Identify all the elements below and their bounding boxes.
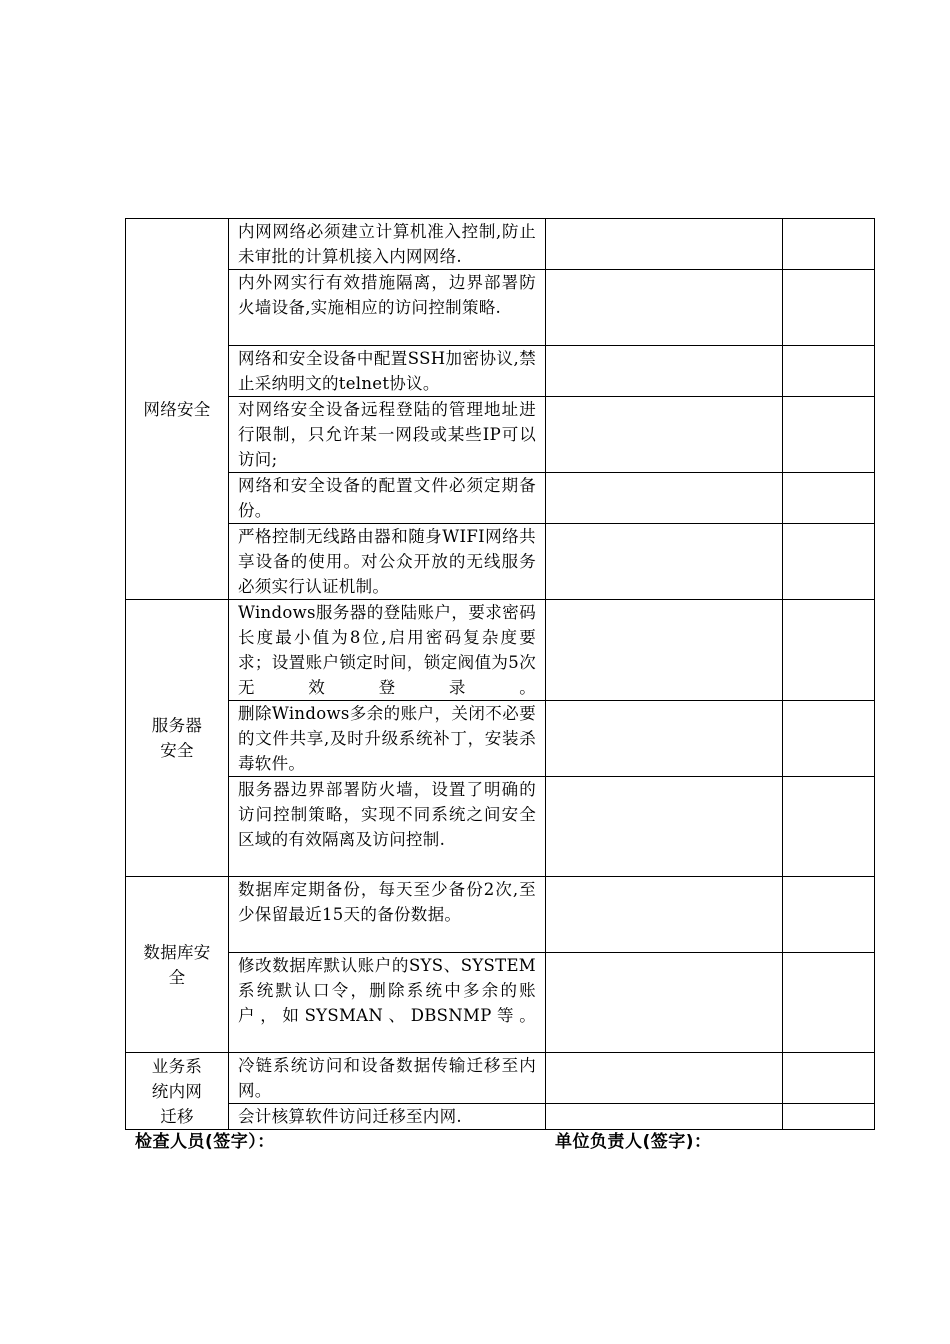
table-row — [126, 701, 875, 777]
category-business-migration-label: 业务系统内网迁移 — [151, 1056, 203, 1126]
requirement-cell: 网络和安全设备的配置文件必须定期备份。 — [229, 473, 546, 524]
unit-head-signature-label: 单位负责人(签字)： — [555, 1132, 712, 1152]
category-business-migration — [126, 1053, 229, 1130]
remark-cell[interactable] — [783, 1053, 875, 1104]
requirement-cell: 服务器边界部署防火墙，设置了明确的访问控制策略，实现不同系统之间安全区域的有效隔离及访问控制. — [229, 777, 546, 877]
requirement-cell: 数据库定期备份，每天至少备份2次,至少保留最近15天的备份数据。 — [229, 877, 546, 953]
requirement-cell: 修改数据库默认账户的SYS、SYSTEM系统默认口令，删除系统中多余的账户，如SYSMAN、DBSNMP等。 — [229, 953, 546, 1053]
remark-cell[interactable] — [783, 346, 875, 397]
result-cell[interactable] — [546, 1053, 783, 1104]
remark-cell[interactable] — [783, 600, 875, 701]
table-row — [126, 877, 875, 953]
remark-cell[interactable] — [783, 953, 875, 1053]
result-cell[interactable] — [546, 701, 783, 777]
result-cell[interactable] — [546, 270, 783, 346]
table-row — [126, 219, 875, 270]
remark-cell[interactable] — [783, 1104, 875, 1130]
result-cell[interactable] — [546, 1104, 783, 1130]
remark-cell[interactable] — [783, 270, 875, 346]
table-row — [126, 953, 875, 1053]
result-cell[interactable] — [546, 524, 783, 600]
remark-cell[interactable] — [783, 877, 875, 953]
category-database-security — [126, 877, 229, 1053]
security-checklist-table — [125, 218, 875, 1130]
requirement-cell: Windows服务器的登陆账户，要求密码长度最小值为8位,启用密码复杂度要求；设置账户锁定时间，锁定阀值为5次无效登录。 — [229, 600, 546, 701]
result-cell[interactable] — [546, 953, 783, 1053]
category-database-security-label: 数据库安全 — [143, 942, 211, 987]
remark-cell[interactable] — [783, 473, 875, 524]
requirement-cell: 内外网实行有效措施隔离，边界部署防火墙设备,实施相应的访问控制策略. — [229, 270, 546, 346]
remark-cell[interactable] — [783, 524, 875, 600]
result-cell[interactable] — [546, 600, 783, 701]
result-cell[interactable] — [546, 346, 783, 397]
table-row — [126, 346, 875, 397]
table-row — [126, 473, 875, 524]
requirement-cell: 网络和安全设备中配置SSH加密协议,禁止采纳明文的telnet协议。 — [229, 346, 546, 397]
requirement-cell: 会计核算软件访问迁移至内网. — [229, 1104, 546, 1130]
remark-cell[interactable] — [783, 397, 875, 473]
result-cell[interactable] — [546, 219, 783, 270]
remark-cell[interactable] — [783, 219, 875, 270]
remark-cell[interactable] — [783, 777, 875, 877]
result-cell[interactable] — [546, 473, 783, 524]
category-server-security — [126, 600, 229, 877]
table-row — [126, 777, 875, 877]
requirement-cell: 删除Windows多余的账户，关闭不必要的文件共享,及时升级系统补丁，安装杀毒软件。 — [229, 701, 546, 777]
result-cell[interactable] — [546, 877, 783, 953]
inspector-signature-label: 检查人员(签字）： — [135, 1132, 275, 1152]
table-row — [126, 1104, 875, 1130]
result-cell[interactable] — [546, 397, 783, 473]
table-row — [126, 600, 875, 701]
category-server-security-label: 服务器安全 — [151, 716, 203, 760]
category-network-security: 网络安全 — [126, 219, 229, 600]
requirement-cell: 对网络安全设备远程登陆的管理地址进行限制，只允许某一网段或某些IP可以访问; — [229, 397, 546, 473]
requirement-cell: 冷链系统访问和设备数据传输迁移至内网。 — [229, 1053, 546, 1104]
table-row — [126, 524, 875, 600]
table-row — [126, 397, 875, 473]
requirement-cell: 严格控制无线路由器和随身WIFI网络共享设备的使用。对公众开放的无线服务必须实行认证机制。 — [229, 524, 546, 600]
table-row — [126, 270, 875, 346]
requirement-cell: 内网网络必须建立计算机准入控制,防止未审批的计算机接入内网网络. — [229, 219, 546, 270]
result-cell[interactable] — [546, 777, 783, 877]
remark-cell[interactable] — [783, 701, 875, 777]
table-row — [126, 1053, 875, 1104]
